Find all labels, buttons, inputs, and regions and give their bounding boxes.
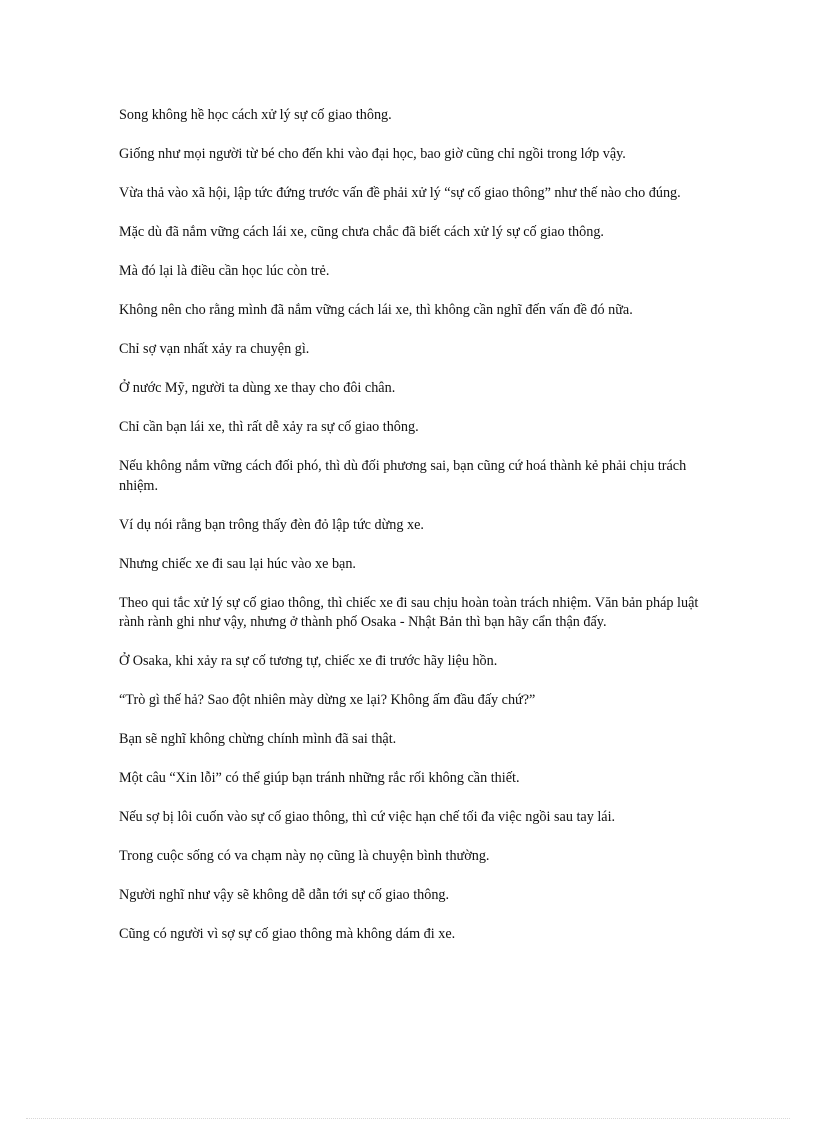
paragraph: Bạn sẽ nghĩ không chừng chính mình đã sai thật. — [119, 731, 397, 747]
paragraph: Nếu không nắm vững cách đối phó, thì dù đối phương sai, bạn cũng cứ hoá thành kẻ phải chịu trách nhiệm. — [119, 458, 687, 494]
paragraph: Theo qui tắc xử lý sự cố giao thông, thì chiếc xe đi sau chịu hoàn toàn trách nhiệm. Văn bản pháp luật rành rành ghi như vậy, nhưng ở thành phố Osaka - Nhật Bản thì bạn hãy cẩn thận đấy. — [119, 594, 699, 630]
paragraph: Song không hề học cách xử lý sự cố giao thông. — [119, 107, 392, 123]
paragraph: Ở nước Mỹ, người ta dùng xe thay cho đôi chân. — [119, 380, 396, 396]
paragraph: Vừa thả vào xã hội, lập tức đứng trước vấn đề phải xử lý “sự cố giao thông” như thế nào cho đúng. — [119, 185, 681, 201]
paragraph: “Trò gì thế hả? Sao đột nhiên mày dừng xe lại? Không ấm đầu đấy chứ?” — [119, 692, 536, 708]
paragraph: Trong cuộc sống có va chạm này nọ cũng là chuyện bình thường. — [119, 848, 490, 864]
paragraph: Chỉ sợ vạn nhất xảy ra chuyện gì. — [119, 341, 310, 357]
paragraph: Người nghĩ như vậy sẽ không dễ dẫn tới sự cố giao thông. — [119, 887, 450, 903]
document-body — [119, 106, 704, 964]
paragraph: Ví dụ nói rằng bạn trông thấy đèn đỏ lập tức dừng xe. — [119, 516, 424, 533]
paragraph: Mà đó lại là điều cần học lúc còn trẻ. — [119, 263, 330, 279]
paragraph: Không nên cho rằng mình đã nắm vững cách lái xe, thì không cần nghĩ đến vấn đề đó nữa. — [119, 302, 633, 318]
paragraph: Nếu sợ bị lôi cuốn vào sự cố giao thông, thì cứ việc hạn chế tối đa việc ngồi sau tay lái. — [119, 809, 616, 825]
paragraph: Cũng có người vì sợ sự cố giao thông mà không dám đi xe. — [119, 926, 456, 942]
paragraph: Mặc dù đã nắm vững cách lái xe, cũng chưa chắc đã biết cách xử lý sự cố giao thông. — [119, 224, 604, 240]
paragraph: Ở Osaka, khi xảy ra sự cố tương tự, chiếc xe đi trước hãy liệu hồn. — [119, 653, 498, 669]
paragraph: Chỉ cần bạn lái xe, thì rất dễ xảy ra sự cố giao thông. — [119, 419, 419, 435]
paragraph: Nhưng chiếc xe đi sau lại húc vào xe bạn. — [119, 555, 356, 572]
paragraph: Một câu “Xin lỗi” có thể giúp bạn tránh những rắc rối không cần thiết. — [119, 770, 520, 786]
paragraph: Giống như mọi người từ bé cho đến khi vào đại học, bao giờ cũng chỉ ngồi trong lớp vậy. — [119, 146, 626, 162]
page-bottom-divider — [26, 1118, 790, 1119]
